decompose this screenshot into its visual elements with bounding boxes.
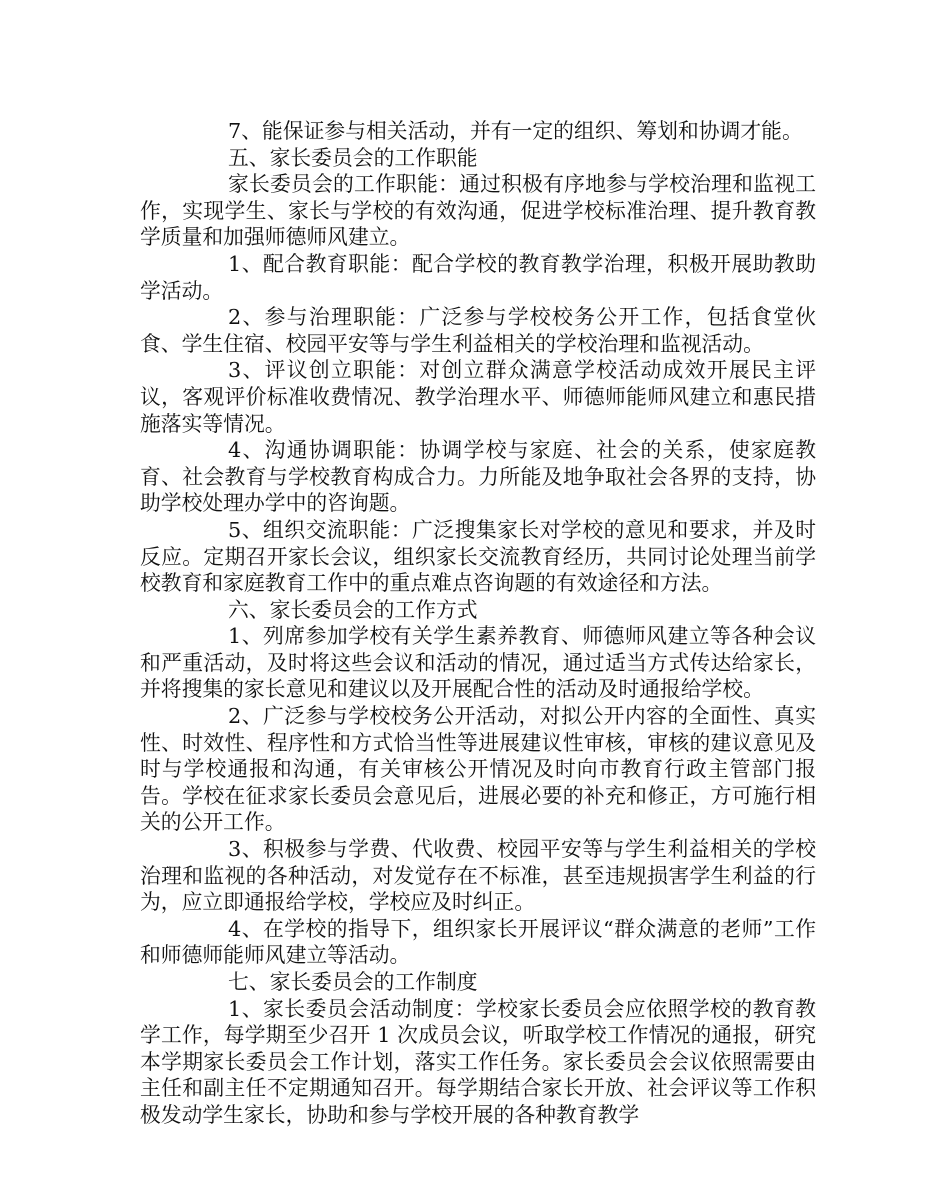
method-1-attend: 1、列席参加学校有关学生素养教育、师德师风建立等各种会议和严重活动，及时将这些会议和活动的情况，通过适当方式传达给家长，并将搜集的家长意见和建议以及开展配合性的活动及时通报给学校。 xyxy=(140,624,816,702)
section-5-intro: 家长委员会的工作职能：通过积极有序地参与学校治理和监视工作，实现学生、家长与学校的有效沟通，促进学校标准治理、提升教育教学质量和加强师德师风建立。 xyxy=(140,172,816,250)
method-2-disclosure: 2、广泛参与学校校务公开活动，对拟公开内容的全面性、真实性、时效性、程序性和方式恰当性等进展建议性审核，审核的建议意见及时与学校通报和沟通，有关审核公开情况及时向市教育行政主管部门报告。学校在征求家长委员会意见后，进展必要的补充和修正，方可施行相关的公开工作。 xyxy=(140,704,816,835)
section-5-heading: 五、家长委员会的工作职能 xyxy=(228,145,478,170)
function-3-evaluation: 3、评议创立职能：对创立群众满意学校活动成效开展民主评议，客观评价标准收费情况、教学治理水平、师德师能师风建立和惠民措施落实等情况。 xyxy=(140,358,816,436)
function-1-education: 1、配合教育职能：配合学校的教育教学治理，积极开展助教助学活动。 xyxy=(140,251,816,303)
section-6-heading: 六、家长委员会的工作方式 xyxy=(228,597,478,622)
function-5-communication: 5、组织交流职能：广泛搜集家长对学校的意见和要求，并及时反应。定期召开家长会议，组织家长交流教育经历，共同讨论处理当前学校教育和家庭教育工作中的重点难点咨询题的有效途径和方法。 xyxy=(140,517,816,596)
method-4-teacher-evaluation: 4、在学校的指导下，组织家长开展评议“群众满意的老师”工作和师德师能师风建立等活动。 xyxy=(140,916,816,968)
function-2-governance: 2、参与治理职能：广泛参与学校校务公开工作，包括食堂伙食、学生住宿、校园平安等与学生利益相关的学校治理和监视活动。 xyxy=(140,305,816,356)
system-1-activities: 1、家长委员会活动制度：学校家长委员会应依照学校的教育教学工作，每学期至少召开 1 次成员会议，听取学校工作情况的通报，研究本学期家长委员会工作计划，落实工作任务。家长委员会会议依照需要由主任和副主任不定期通知召开。每学期结合家长开放、社会评议等工作积极发动学生家长，协助和参与学校开展的各种教育教学 xyxy=(140,996,816,1127)
item-7-ability: 7、能保证参与相关活动，并有一定的组织、筹划和协调才能。 xyxy=(228,119,803,143)
document-page xyxy=(140,118,816,1129)
section-7-heading: 七、家长委员会的工作制度 xyxy=(228,970,478,994)
method-3-fees-safety: 3、积极参与学费、代收费、校园平安等与学生利益相关的学校治理和监视的各种活动，对发觉存在不标准，甚至违规损害学生利益的行为，应立即通报给学校，学校应及时纠正。 xyxy=(140,837,816,915)
function-4-coordination: 4、沟通协调职能：协调学校与家庭、社会的关系，使家庭教育、社会教育与学校教育构成合力。力所能及地争取社会各界的支持，协助学校处理办学中的咨询题。 xyxy=(140,438,816,516)
